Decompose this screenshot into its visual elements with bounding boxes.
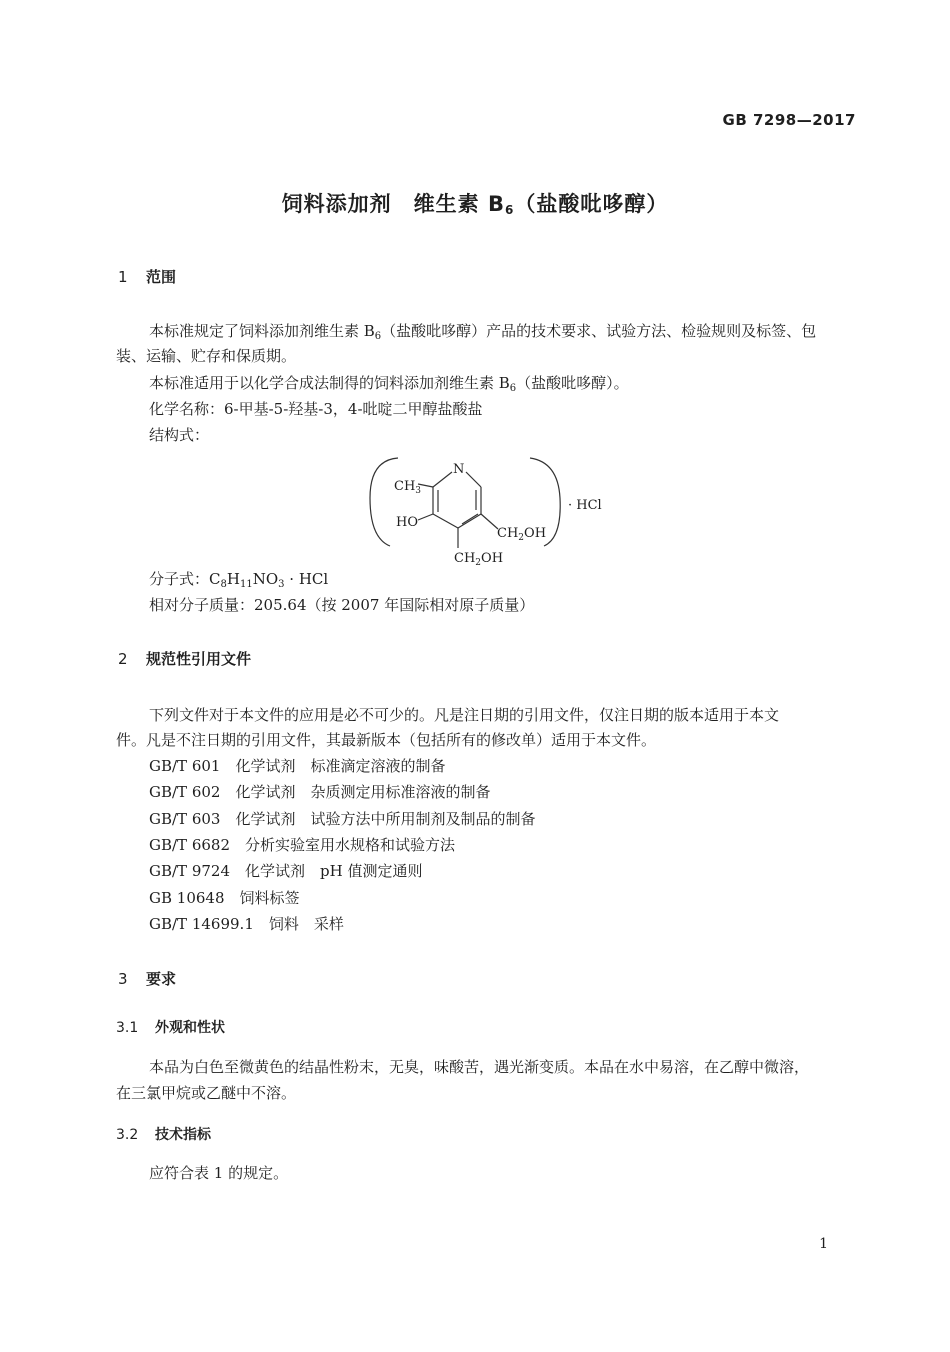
section-number: 3 bbox=[118, 970, 128, 988]
pyridine-ring bbox=[418, 472, 498, 548]
standard-number: GB 7298—2017 bbox=[722, 111, 856, 129]
section-title: 规范性引用文件 bbox=[146, 650, 252, 668]
appearance-paragraph: 本品为白色至微黄色的结晶性粉末，无臭，味酸苦，遇光渐变质。本品在水中易溶，在乙醇中微溶， bbox=[149, 1058, 810, 1076]
text: （盐酸吡哆醇）产品的技术要求、试验方法、检验规则及标签、包 bbox=[381, 322, 817, 340]
hydroxymethyl-bottom: $CH_2OH$ bbox=[454, 551, 504, 568]
reference-item: GB/T 14699.1 饲料 采样 bbox=[149, 915, 344, 933]
section-3-heading bbox=[118, 968, 176, 989]
section-number: 2 bbox=[118, 650, 128, 668]
nitrogen-atom: N bbox=[453, 462, 465, 477]
subsection-number: 3.2 bbox=[116, 1127, 139, 1143]
technical-indicators-paragraph: 应符合表 1 的规定。 bbox=[149, 1164, 289, 1182]
section-title: 范围 bbox=[146, 268, 177, 286]
relative-molecular-mass: 相对分子质量：205.64（按 2007 年国际相对原子质量） bbox=[149, 596, 535, 614]
title-main: 饲料添加剂 维生素 B bbox=[281, 192, 505, 216]
document-title bbox=[0, 188, 950, 218]
reference-item: GB/T 601 化学试剂 标准滴定溶液的制备 bbox=[149, 757, 446, 775]
reference-item: GB/T 6682 分析实验室用水规格和试验方法 bbox=[149, 836, 456, 854]
reference-item: GB/T 603 化学试剂 试验方法中所用制剂及制品的制备 bbox=[149, 810, 536, 828]
formula-label: 分子式： bbox=[149, 570, 210, 588]
section-1-heading bbox=[118, 266, 176, 287]
subsection-3-2-heading bbox=[116, 1124, 211, 1144]
subsection-3-1-heading bbox=[116, 1017, 225, 1037]
subscript: 6 bbox=[509, 383, 517, 394]
title-tail: （盐酸吡哆醇） bbox=[514, 192, 669, 216]
left-bracket bbox=[370, 458, 398, 546]
page-number: 1 bbox=[819, 1236, 828, 1252]
text: 本标准适用于以化学合成法制得的饲料添加剂维生素 B bbox=[149, 374, 510, 392]
hcl-salt: · HCl bbox=[568, 498, 602, 513]
reference-item: GB/T 602 化学试剂 杂质测定用标准溶液的制备 bbox=[149, 783, 491, 801]
hydroxyl-group: HO bbox=[396, 515, 418, 530]
text: （盐酸吡哆醇）。 bbox=[516, 374, 629, 392]
structural-formula bbox=[360, 452, 620, 570]
section-2-heading bbox=[118, 648, 251, 669]
text: 本标准规定了饲料添加剂维生素 B bbox=[149, 322, 375, 340]
subsection-title: 外观和性状 bbox=[155, 1020, 225, 1036]
scope-paragraph-1-line2: 装、运输、贮存和保质期。 bbox=[116, 347, 297, 365]
reference-item: GB/T 9724 化学试剂 pH 值测定通则 bbox=[149, 862, 423, 880]
normative-references-paragraph: 下列文件对于本文件的应用是必不可少的。凡是注日期的引用文件，仅注日期的版本适用于本文 bbox=[149, 706, 780, 724]
subscript: 6 bbox=[374, 331, 382, 342]
hydroxymethyl-right: $CH_2OH$ bbox=[497, 526, 547, 543]
normative-references-paragraph-line2: 件。凡是不注日期的引用文件，其最新版本（包括所有的修改单）适用于本文件。 bbox=[116, 731, 657, 749]
subsection-title: 技术指标 bbox=[155, 1127, 211, 1143]
chemical-name: 化学名称：6-甲基-5-羟基-3，4-吡啶二甲醇盐酸盐 bbox=[149, 400, 483, 418]
reference-item: GB 10648 饲料标签 bbox=[149, 889, 300, 907]
section-title: 要求 bbox=[146, 970, 177, 988]
methyl-group: $CH_3$ bbox=[394, 479, 422, 496]
appearance-paragraph-line2: 在三氯甲烷或乙醚中不溶。 bbox=[116, 1084, 297, 1102]
structure-label: 结构式： bbox=[149, 426, 210, 444]
molecular-formula: 分子式：$C_8H_{11}NO_3$ · HCl bbox=[149, 570, 329, 590]
title-subscript: 6 bbox=[504, 203, 515, 217]
subsection-number: 3.1 bbox=[116, 1020, 139, 1036]
section-number: 1 bbox=[118, 268, 128, 286]
